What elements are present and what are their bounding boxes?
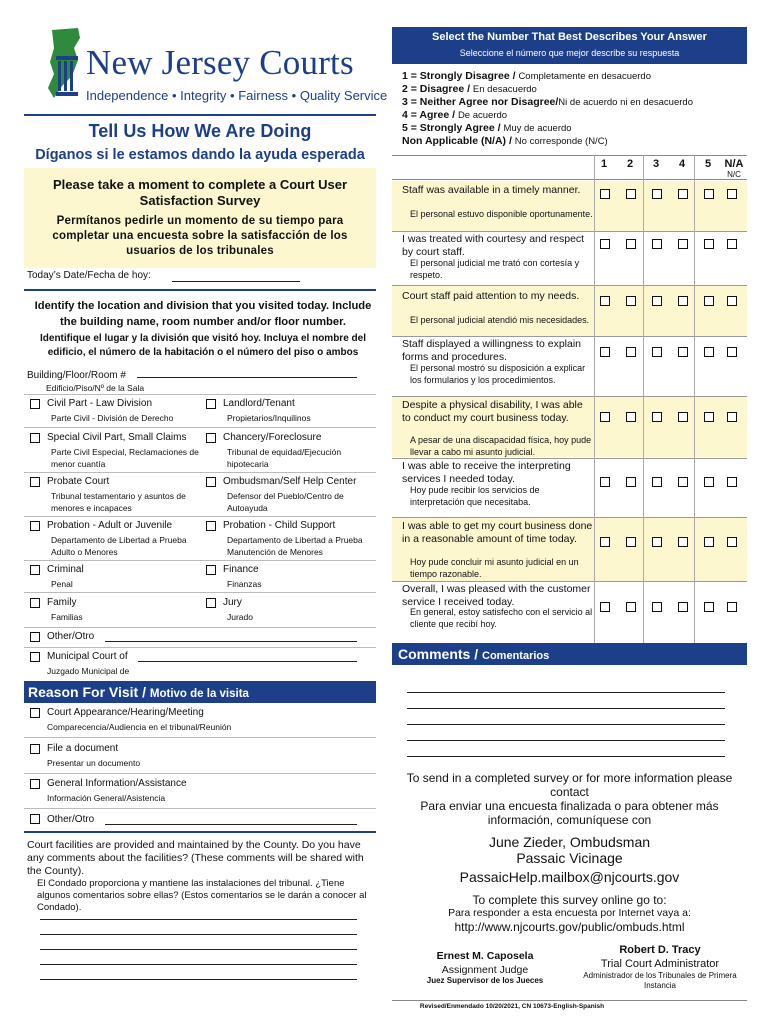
building-input[interactable] — [137, 377, 357, 378]
division-probate-checkbox[interactable] — [30, 477, 40, 487]
intro-english: Please take a moment to complete a Court User Satisfaction Survey — [52, 177, 348, 208]
comments-section-title — [398, 646, 549, 662]
reason-court-appearance-checkbox[interactable] — [30, 708, 40, 718]
divider — [24, 427, 376, 428]
division-label: Finance — [223, 564, 259, 575]
municipal-court-input[interactable] — [138, 661, 357, 662]
division-label-spanish: Departamento de Libertad a Prueba Adulto o Menores — [51, 535, 187, 557]
municipal-court-label: Municipal Court of — [47, 651, 128, 662]
q6-rating-3-checkbox[interactable] — [652, 477, 662, 487]
grid-line — [643, 155, 644, 643]
division-label-spanish: Parte Civil - División de Derecho — [51, 413, 174, 423]
building-label-spanish: Edificio/Piso/Nº de la Sala — [46, 383, 145, 393]
ombudsman-name: June Zieder, Ombudsman — [488, 834, 651, 850]
divider — [392, 1000, 747, 1001]
question-4-text: Staff displayed a willingness to explain forms and procedures. — [402, 338, 581, 363]
reason-label: General Information/Assistance — [47, 778, 187, 789]
divider — [24, 394, 376, 395]
divider — [24, 737, 376, 738]
administrator-title: Trial Court Administrator — [600, 958, 720, 970]
date-input[interactable] — [172, 281, 300, 282]
division-probation-child-checkbox[interactable] — [206, 521, 216, 531]
division-other-label: Other/Otro — [47, 631, 95, 642]
q4-rating-1-checkbox[interactable] — [600, 347, 610, 357]
question-3-text-spanish: El personal judicial atendió mis necesidades. — [410, 315, 590, 325]
q8-rating-1-checkbox[interactable] — [600, 602, 610, 612]
division-label-spanish: Finanzas — [227, 579, 262, 589]
question-1-text: Staff was available in a timely manner. — [402, 184, 581, 196]
column-na-label: N/A — [724, 158, 744, 170]
q1-rating-1-checkbox[interactable] — [600, 189, 610, 199]
reason-label: File a document — [47, 743, 119, 754]
reason-label: Other/Otro — [47, 814, 95, 825]
q3-rating-2-checkbox[interactable] — [626, 296, 636, 306]
scale-spanish: De acuerdo — [457, 110, 508, 121]
divider — [24, 114, 376, 116]
division-landlord-tenant-checkbox[interactable] — [206, 399, 216, 409]
division-label-spanish: Defensor del Pueblo/Centro de Autoayuda — [227, 491, 344, 513]
brand-tagline: Independence • Integrity • Fairness • Quality Service — [86, 88, 388, 103]
reason-title-spanish: Motivo de la visita — [149, 688, 249, 700]
facilities-comment-line[interactable] — [40, 964, 357, 965]
divider — [24, 831, 376, 833]
facilities-question: Court facilities are provided and maintained by the County. Do you have any comments about the facilities? (These comments will be shared with the County). — [27, 839, 364, 877]
q1-rating-3-checkbox[interactable] — [652, 189, 662, 199]
q5-rating-3-checkbox[interactable] — [652, 412, 662, 422]
division-label-spanish: Familias — [51, 612, 83, 622]
question-7-text: I was able to get my court business done in a reasonable amount of time today. — [402, 520, 593, 545]
question-5-text: Despite a physical disability, I was able to conduct my court business today. — [402, 399, 583, 424]
division-label: Special Civil Part, Small Claims — [47, 432, 187, 443]
q6-rating-na-checkbox[interactable] — [727, 477, 737, 487]
survey-url-link[interactable]: http://www.njcourts.gov/public/ombuds.html — [454, 920, 685, 934]
q4-rating-na-checkbox[interactable] — [727, 347, 737, 357]
q4-rating-4-checkbox[interactable] — [678, 347, 688, 357]
comment-line[interactable] — [407, 756, 725, 757]
reason-label-spanish: Comparecencia/Audiencia en el tribunal/Reunión — [47, 722, 232, 732]
q5-rating-1-checkbox[interactable] — [600, 412, 610, 422]
vicinage-name: Passaic Vicinage — [516, 850, 623, 866]
facilities-question-spanish: El Condado proporciona y mantiene las instalaciones del tribunal. ¿Tiene algunos comentarios sobre ellas? (Estos comentarios se le darán a conocer al Condado). — [37, 878, 367, 913]
online-instructions-spanish: Para responder a esta encuesta por Internet vaya a: — [448, 907, 691, 919]
scale-spanish: Muy de acuerdo — [503, 123, 572, 134]
divider — [24, 560, 376, 561]
question-1-text-spanish: El personal estuvo disponible oportunamente. — [410, 209, 593, 219]
column-4-label: 4 — [678, 158, 686, 170]
q3-rating-na-checkbox[interactable] — [727, 296, 737, 306]
question-8-text-spanish: En general, estoy satisfecho con el servicio al cliente que recibí hoy. — [410, 607, 593, 629]
q8-rating-na-checkbox[interactable] — [727, 602, 737, 612]
brand-title: New Jersey Courts — [86, 43, 354, 82]
column-na-label-spanish: N/C — [727, 170, 741, 179]
q4-rating-3-checkbox[interactable] — [652, 347, 662, 357]
online-instructions: To complete this survey online go to: — [472, 893, 667, 907]
facilities-comment-line[interactable] — [40, 919, 357, 920]
division-civil-law-checkbox[interactable] — [30, 399, 40, 409]
division-label: Probate Court — [47, 476, 110, 487]
division-chancery-checkbox[interactable] — [206, 433, 216, 443]
division-label-spanish: Penal — [51, 579, 73, 589]
municipal-court-checkbox[interactable] — [30, 652, 40, 662]
column-2-label: 2 — [626, 158, 634, 170]
page-subtitle: Díganos si le estamos dando la ayuda esperada — [35, 147, 365, 163]
q4-rating-5-checkbox[interactable] — [704, 347, 714, 357]
divider — [24, 647, 376, 648]
scale-item — [402, 135, 608, 147]
reason-label-spanish: Presentar un documento — [47, 758, 141, 768]
reason-general-info-checkbox[interactable] — [30, 779, 40, 789]
q6-rating-5-checkbox[interactable] — [704, 477, 714, 487]
reason-label: Court Appearance/Hearing/Meeting — [47, 707, 204, 718]
question-2-text: I was treated with courtesy and respect by court staff. — [402, 233, 585, 258]
q2-rating-2-checkbox[interactable] — [626, 239, 636, 249]
q5-rating-5-checkbox[interactable] — [704, 412, 714, 422]
contact-email-link[interactable]: PassaicHelp.mailbox@njcourts.gov — [459, 869, 680, 885]
scale-item — [402, 109, 507, 121]
division-label: Civil Part - Law Division — [47, 398, 153, 409]
scale-english: Non Applicable (N/A) / — [402, 135, 512, 147]
division-label-spanish: Tribunal testamentario y asuntos de menores e incapaces — [51, 491, 186, 513]
q7-rating-3-checkbox[interactable] — [652, 537, 662, 547]
q2-rating-na-checkbox[interactable] — [727, 239, 737, 249]
grid-line — [594, 155, 595, 643]
q2-rating-3-checkbox[interactable] — [652, 239, 662, 249]
scale-spanish: En desacuerdo — [472, 84, 537, 95]
division-label: Landlord/Tenant — [223, 398, 295, 409]
comment-line[interactable] — [407, 724, 725, 725]
date-label: Today’s Date/Fecha de hoy: — [27, 270, 151, 281]
division-label-spanish: Departamento de Libertad a Prueba Manutención de Menores — [227, 535, 363, 557]
column-5-label: 5 — [704, 158, 712, 170]
division-label: Family — [47, 597, 77, 608]
scale-spanish: Ni de acuerdo ni en desacuerdo — [558, 97, 693, 108]
divider — [24, 472, 376, 473]
facilities-comment-line[interactable] — [40, 979, 357, 980]
q1-rating-5-checkbox[interactable] — [704, 189, 714, 199]
q4-rating-2-checkbox[interactable] — [626, 347, 636, 357]
q2-rating-1-checkbox[interactable] — [600, 239, 610, 249]
column-1-label: 1 — [600, 158, 608, 170]
q6-rating-4-checkbox[interactable] — [678, 477, 688, 487]
division-label: Criminal — [47, 564, 84, 575]
building-label: Building/Floor/Room # — [27, 370, 126, 381]
division-family-checkbox[interactable] — [30, 598, 40, 608]
contact-instructions-spanish: Para enviar una encuesta finalizada o para obtener más información, comuníquese con — [420, 799, 719, 827]
rating-header-spanish: Seleccione el número que mejor describe su respuesta — [459, 48, 680, 58]
q2-rating-5-checkbox[interactable] — [704, 239, 714, 249]
assignment-judge-name: Ernest M. Caposela — [436, 950, 534, 962]
scale-english: 4 = Agree / — [402, 109, 456, 121]
q6-rating-2-checkbox[interactable] — [626, 477, 636, 487]
divider — [24, 773, 376, 774]
division-label: Probation - Child Support — [223, 520, 336, 531]
q2-rating-4-checkbox[interactable] — [678, 239, 688, 249]
q8-rating-3-checkbox[interactable] — [652, 602, 662, 612]
scale-item — [402, 96, 693, 108]
intro-spanish: Permítanos pedirle un momento de su tiempo para completar una encuesta sobre la satisfacción de los usuarios de los tribunales — [52, 215, 348, 257]
division-label-spanish: Parte Civil Especial, Reclamaciones de menor cuantía — [51, 447, 199, 469]
facilities-comment-line[interactable] — [40, 934, 357, 935]
q3-rating-1-checkbox[interactable] — [600, 296, 610, 306]
question-5-text-spanish: A pesar de una discapacidad física, hoy pude llevar a cabo mi asunto judicial. — [410, 435, 592, 457]
division-finance-checkbox[interactable] — [206, 565, 216, 575]
division-label-spanish: Jurado — [227, 612, 253, 622]
comment-line[interactable] — [407, 692, 725, 693]
administrator-name: Robert D. Tracy — [619, 944, 701, 956]
reason-other-checkbox[interactable] — [30, 814, 40, 824]
divider — [24, 808, 376, 809]
nj-state-emblem-icon — [48, 28, 80, 98]
q8-rating-4-checkbox[interactable] — [678, 602, 688, 612]
scale-spanish: Completamente en desacuerdo — [518, 71, 651, 82]
q6-rating-1-checkbox[interactable] — [600, 477, 610, 487]
division-label: Ombudsman/Self Help Center — [223, 476, 357, 487]
question-4-text-spanish: El personal mostró su disposición a explicar los formularios y los procedimientos. — [410, 363, 586, 385]
q3-rating-4-checkbox[interactable] — [678, 296, 688, 306]
q7-rating-5-checkbox[interactable] — [704, 537, 714, 547]
division-jury-checkbox[interactable] — [206, 598, 216, 608]
scale-item — [402, 122, 572, 134]
scale-english: 3 = Neither Agree nor Disagree/ — [402, 96, 559, 108]
division-label-spanish: Tribunal de equidad/Ejecución hipotecaria — [227, 447, 342, 469]
page-title: Tell Us How We Are Doing — [88, 121, 312, 141]
column-3-label: 3 — [652, 158, 660, 170]
q3-rating-3-checkbox[interactable] — [652, 296, 662, 306]
scale-english: 2 = Disagree / — [402, 83, 470, 95]
identify-instructions-spanish: Identifique el lugar y la división que visitó hoy. Incluya el nombre del edificio, el número de la habitación o el número del piso o ambos — [40, 333, 366, 358]
scale-english: 1 = Strongly Disagree / — [402, 70, 516, 82]
scale-english: 5 = Strongly Agree / — [402, 122, 501, 134]
comments-title-english: Comments / — [398, 646, 479, 662]
reason-label-spanish: Información General/Asistencia — [47, 793, 166, 803]
reason-title-english: Reason For Visit / — [28, 684, 146, 700]
division-label: Jury — [223, 597, 242, 608]
comment-line[interactable] — [407, 740, 725, 741]
divider — [24, 289, 376, 291]
q8-rating-2-checkbox[interactable] — [626, 602, 636, 612]
reason-file-document-checkbox[interactable] — [30, 744, 40, 754]
q1-rating-na-checkbox[interactable] — [727, 189, 737, 199]
comments-title-spanish: Comentarios — [482, 650, 550, 662]
q3-rating-5-checkbox[interactable] — [704, 296, 714, 306]
contact-instructions: To send in a completed survey or for more information please contact — [406, 771, 733, 799]
administrator-title-spanish: Administrador de los Tribunales de Primera Instancia — [583, 971, 737, 990]
question-3-text: Court staff paid attention to my needs. — [402, 290, 580, 302]
comment-line[interactable] — [407, 708, 725, 709]
q5-rating-2-checkbox[interactable] — [626, 412, 636, 422]
q7-rating-4-checkbox[interactable] — [678, 537, 688, 547]
division-ombudsman-checkbox[interactable] — [206, 477, 216, 487]
question-2-text-spanish: El personal judicial me trató con cortesía y respeto. — [410, 258, 580, 280]
division-other-checkbox[interactable] — [30, 632, 40, 642]
q1-rating-2-checkbox[interactable] — [626, 189, 636, 199]
divider — [24, 516, 376, 517]
scale-spanish: No corresponde (N/C) — [514, 136, 608, 147]
q5-rating-4-checkbox[interactable] — [678, 412, 688, 422]
question-8-text: Overall, I was pleased with the customer service I received today. — [402, 583, 591, 608]
question-6-text: I was able to receive the interpreting services I needed today. — [402, 460, 571, 485]
reason-other-input[interactable] — [105, 824, 357, 825]
division-probation-adult-checkbox[interactable] — [30, 521, 40, 531]
rating-header-english: Select the Number That Best Describes Your Answer — [432, 31, 707, 43]
scale-item — [402, 70, 651, 82]
q7-rating-1-checkbox[interactable] — [600, 537, 610, 547]
reason-section-title — [28, 684, 249, 700]
revision-note: Revised/Enmendado 10/20/2021, CN 10673-English-Spanish — [419, 1003, 605, 1010]
grid-line — [694, 155, 695, 643]
facilities-comment-line[interactable] — [40, 949, 357, 950]
division-other-input[interactable] — [105, 641, 357, 642]
q7-rating-na-checkbox[interactable] — [727, 537, 737, 547]
municipal-court-label-spanish: Juzgado Municipal de — [47, 666, 130, 676]
divider — [24, 627, 376, 628]
scale-item — [402, 83, 537, 95]
assignment-judge-title-spanish: Juez Supervisor de los Jueces — [426, 976, 544, 985]
division-label-spanish: Propietarios/Inquilinos — [227, 413, 311, 423]
question-7-text-spanish: Hoy pude concluir mi asunto judicial en un tiempo razonable. — [410, 557, 579, 579]
q8-rating-5-checkbox[interactable] — [704, 602, 714, 612]
division-special-civil-checkbox[interactable] — [30, 433, 40, 443]
division-criminal-checkbox[interactable] — [30, 565, 40, 575]
q5-rating-na-checkbox[interactable] — [727, 412, 737, 422]
division-label: Chancery/Foreclosure — [223, 432, 322, 443]
divider — [24, 592, 376, 593]
q1-rating-4-checkbox[interactable] — [678, 189, 688, 199]
identify-instructions: Identify the location and division that you visited today. Include the building name, room number and/or floor number. — [34, 300, 372, 328]
q7-rating-2-checkbox[interactable] — [626, 537, 636, 547]
division-label: Probation - Adult or Juvenile — [47, 520, 173, 531]
question-6-text-spanish: Hoy pude recibir los servicios de interpretación que necesitaba. — [410, 485, 540, 507]
assignment-judge-title: Assignment Judge — [441, 964, 529, 976]
